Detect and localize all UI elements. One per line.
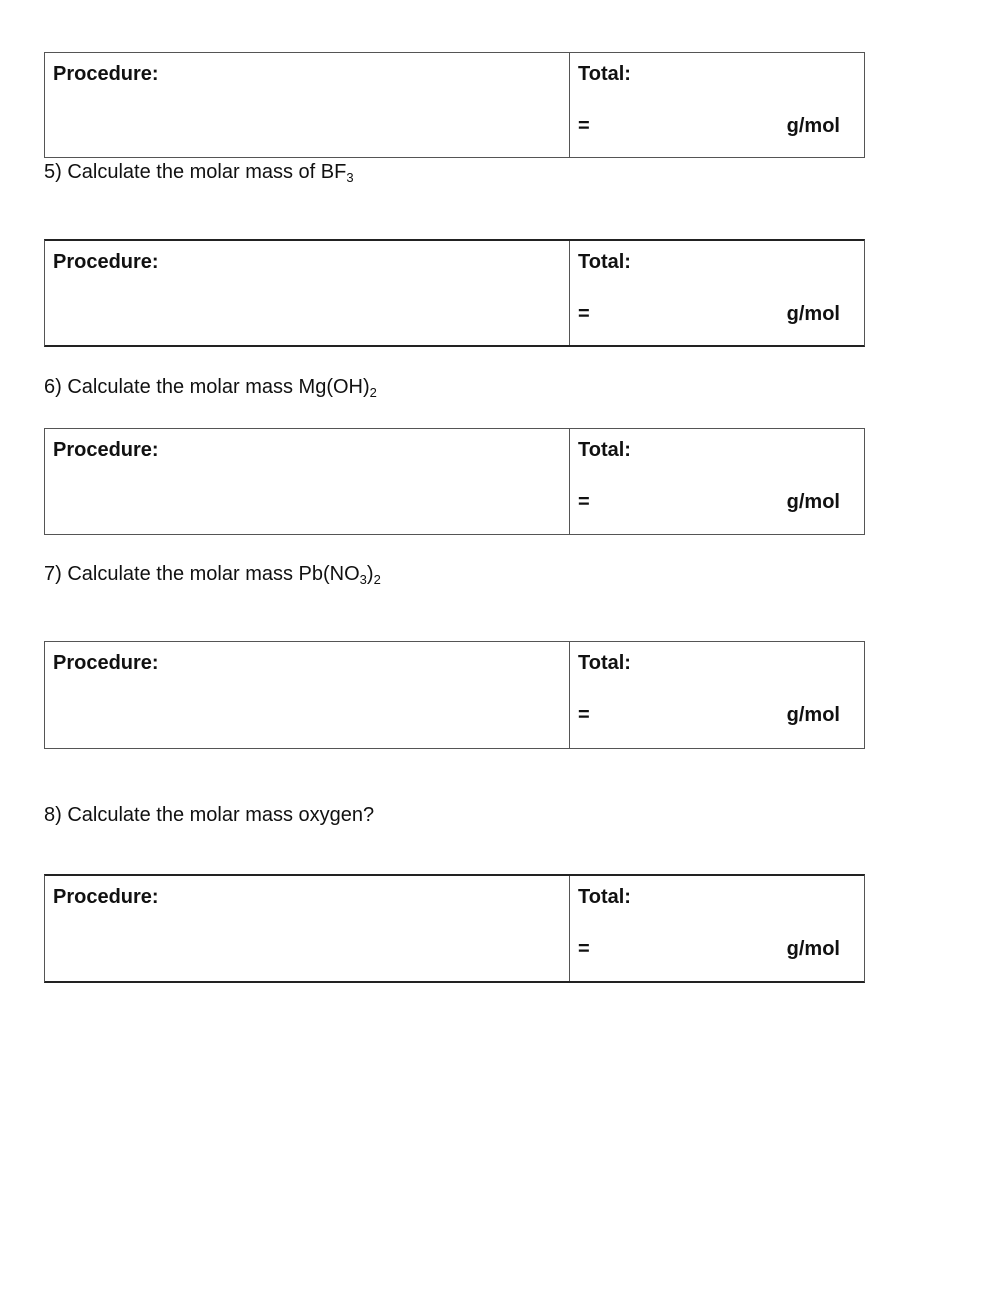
total-label: Total:	[578, 886, 631, 908]
procedure-label: Procedure:	[53, 63, 159, 85]
total-label: Total:	[578, 652, 631, 674]
procedure-label: Procedure:	[53, 652, 159, 674]
answer-box-3	[44, 428, 865, 535]
unit-label: g/mol	[786, 491, 840, 513]
total-label: Total:	[578, 63, 631, 85]
answer-box-2	[44, 239, 865, 347]
answer-box-4	[44, 641, 865, 749]
question-6: 6) Calculate the molar mass $Mg(OH)_2$	[44, 376, 377, 400]
procedure-cell[interactable]	[45, 241, 570, 345]
total-cell[interactable]	[570, 241, 864, 345]
question-8: 8) Calculate the molar mass oxygen?	[44, 804, 375, 826]
equals-sign: =	[578, 938, 590, 960]
total-cell[interactable]	[570, 642, 864, 748]
procedure-label: Procedure:	[53, 251, 159, 273]
answer-box-5	[44, 874, 865, 983]
total-cell[interactable]	[570, 876, 864, 981]
procedure-cell[interactable]	[45, 876, 570, 981]
question-5: 5) Calculate the molar mass of $BF_3$	[44, 161, 354, 185]
total-label: Total:	[578, 439, 631, 461]
unit-label: g/mol	[786, 115, 840, 137]
total-cell[interactable]	[570, 429, 864, 534]
equals-sign: =	[578, 115, 590, 137]
procedure-cell[interactable]	[45, 429, 570, 534]
procedure-label: Procedure:	[53, 439, 159, 461]
total-cell[interactable]	[570, 53, 864, 157]
unit-label: g/mol	[786, 303, 840, 325]
procedure-cell[interactable]	[45, 642, 570, 748]
equals-sign: =	[578, 303, 590, 325]
equals-sign: =	[578, 491, 590, 513]
unit-label: g/mol	[786, 938, 840, 960]
answer-box-1	[44, 52, 865, 158]
total-label: Total:	[578, 251, 631, 273]
unit-label: g/mol	[786, 704, 840, 726]
procedure-label: Procedure:	[53, 886, 159, 908]
question-7: 7) Calculate the molar mass $Pb(NO_3)_2$	[44, 563, 381, 587]
equals-sign: =	[578, 704, 590, 726]
procedure-cell[interactable]	[45, 53, 570, 157]
